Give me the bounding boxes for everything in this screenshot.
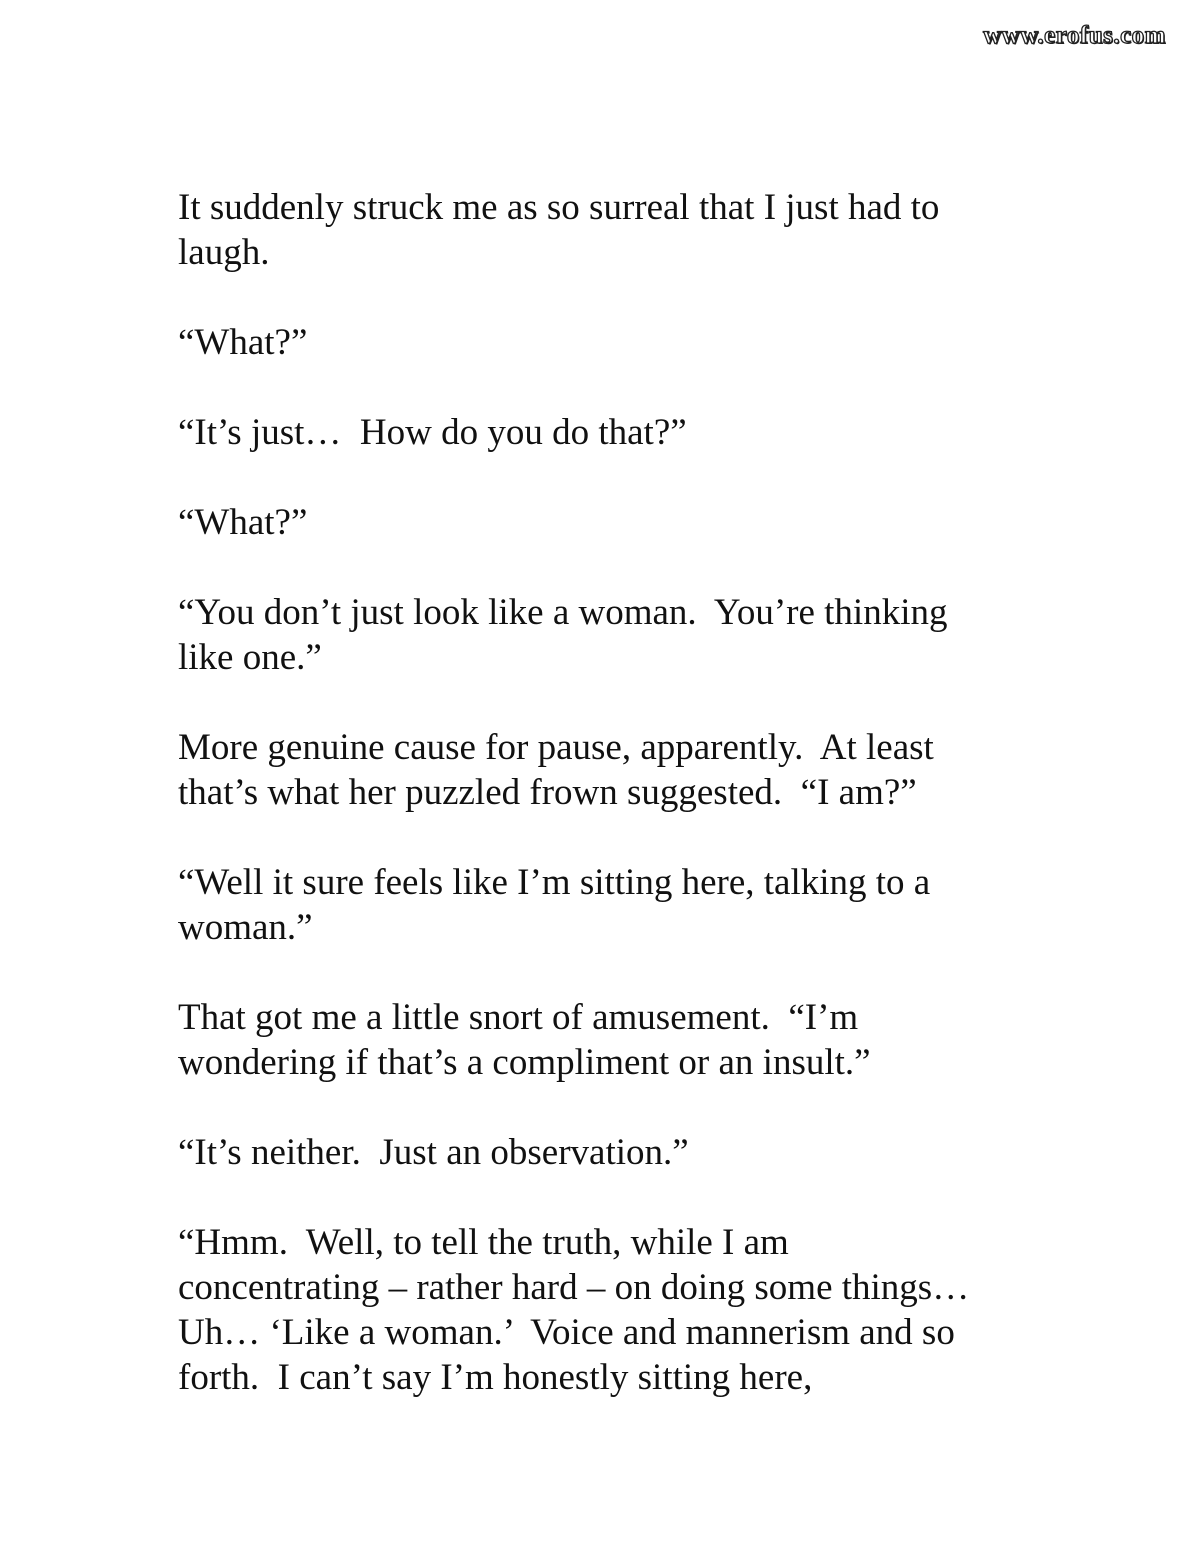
paragraph xyxy=(178,995,1078,1085)
text-line: It suddenly struck me as so surreal that I just had to xyxy=(178,187,940,228)
text-line: like one.” xyxy=(178,637,322,678)
text-line: “What?” xyxy=(178,322,308,363)
paragraph xyxy=(178,590,1078,680)
text-line: That got me a little snort of amusement. “I’m xyxy=(178,997,859,1038)
text-line: wondering if that’s a compliment or an insult.” xyxy=(178,1042,871,1083)
text-line: laugh. xyxy=(178,232,270,273)
site-watermark: www.erofus.com xyxy=(983,22,1166,49)
paragraph xyxy=(178,500,1078,545)
text-line: More genuine cause for pause, apparently. At least xyxy=(178,727,934,768)
paragraph xyxy=(178,320,1078,365)
paragraph xyxy=(178,410,1078,455)
text-line: Uh… ‘Like a woman.’ Voice and mannerism and so xyxy=(178,1312,955,1353)
text-line: woman.” xyxy=(178,907,313,948)
text-line: “Well it sure feels like I’m sitting here, talking to a xyxy=(178,862,931,903)
paragraph xyxy=(178,1220,1078,1400)
paragraph xyxy=(178,860,1078,950)
text-line: “It’s neither. Just an observation.” xyxy=(178,1132,689,1173)
paragraph xyxy=(178,1130,1078,1175)
text-line: “Hmm. Well, to tell the truth, while I am xyxy=(178,1222,789,1263)
text-line: “It’s just… How do you do that?” xyxy=(178,412,687,453)
text-line: that’s what her puzzled frown suggested. “I am?” xyxy=(178,772,917,813)
page-text xyxy=(178,185,1078,1445)
paragraph xyxy=(178,725,1078,815)
paragraph xyxy=(178,185,1078,275)
text-line: “You don’t just look like a woman. You’re thinking xyxy=(178,592,948,633)
text-line: concentrating – rather hard – on doing some things… xyxy=(178,1267,970,1308)
text-line: “What?” xyxy=(178,502,308,543)
text-line: forth. I can’t say I’m honestly sitting here, xyxy=(178,1357,813,1398)
